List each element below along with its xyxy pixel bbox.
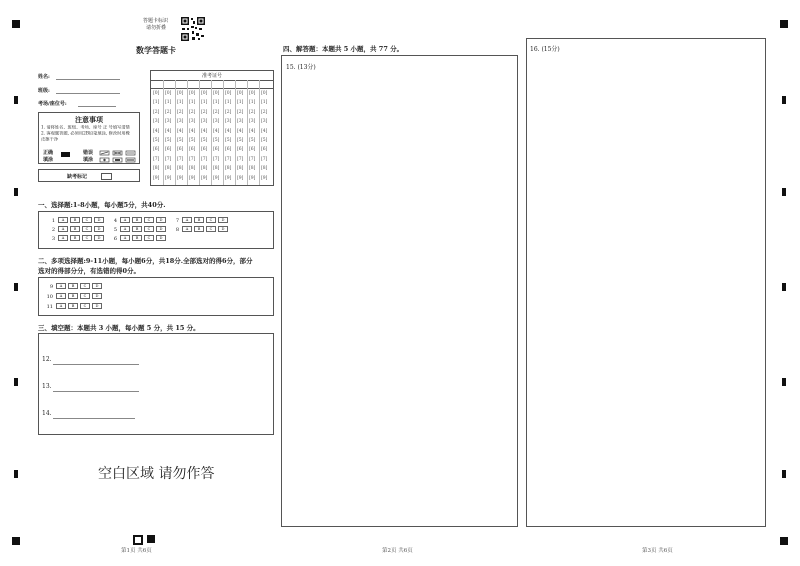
exam-digit-bubble[interactable]: [2] xyxy=(213,109,220,115)
fill-q13-field[interactable] xyxy=(53,391,139,392)
exam-digit-bubble[interactable]: [3] xyxy=(201,119,208,125)
exam-digit-bubble[interactable]: [1] xyxy=(153,100,160,106)
exam-digit-bubble[interactable]: [5] xyxy=(177,138,184,143)
qr-caption-1: 答题卡标识 xyxy=(143,18,169,24)
option-bubble[interactable]: A xyxy=(182,217,192,223)
question-number: 9 xyxy=(49,283,53,290)
exam-digit-bubble[interactable]: [9] xyxy=(261,175,268,181)
option-bubble[interactable]: D xyxy=(92,293,102,299)
corner-mark-bottom-left xyxy=(12,537,20,545)
side-mark-3 xyxy=(14,283,18,291)
exam-digit-bubble[interactable]: [7] xyxy=(177,156,184,162)
side-mark-5 xyxy=(14,470,18,478)
exam-digit-bubble[interactable]: [5] xyxy=(237,138,244,143)
option-bubble[interactable]: A xyxy=(56,303,66,309)
seat-field[interactable] xyxy=(78,106,116,107)
side-mark-r3 xyxy=(782,283,786,291)
option-bubble[interactable]: C xyxy=(80,303,90,309)
exam-digit-bubble[interactable]: [8] xyxy=(225,166,232,172)
fill-q14-field[interactable] xyxy=(53,418,135,419)
option-bubble[interactable]: B xyxy=(194,217,204,223)
question-number: 6 xyxy=(113,235,117,242)
answer-box-q15[interactable] xyxy=(281,55,518,527)
exam-digit-bubble[interactable]: [4] xyxy=(261,128,268,134)
exam-digit-bubble[interactable]: [0] xyxy=(261,91,268,96)
option-bubble[interactable]: D xyxy=(94,217,104,223)
exam-digit-bubble[interactable]: [9] xyxy=(201,175,208,181)
section2-title-line1: 二、多项选择题:9-11小题，每小题6分，共18分.全部选对的得6分，部分 xyxy=(38,257,253,265)
absent-checkbox[interactable] xyxy=(101,173,112,180)
exam-digit-bubble[interactable]: [6] xyxy=(189,147,196,153)
exam-digit-bubble[interactable]: [4] xyxy=(249,128,256,134)
q15-label: 15. (13分) xyxy=(286,64,316,71)
exam-digit-bubble[interactable]: [2] xyxy=(201,109,208,115)
option-bubble[interactable]: A xyxy=(56,283,66,289)
grid-divider xyxy=(199,80,200,185)
option-bubble[interactable]: D xyxy=(92,283,102,289)
exam-digit-bubble[interactable]: [4] xyxy=(153,128,160,134)
exam-digit-bubble[interactable]: [2] xyxy=(177,109,184,115)
class-label: 班级: xyxy=(38,88,50,94)
exam-digit-bubble[interactable]: [9] xyxy=(237,175,244,181)
footer-page-1: 第1页 共6页 xyxy=(121,548,152,554)
option-bubble[interactable]: B xyxy=(70,226,80,232)
notice-line-2: 2. 客观题答题, 必须用2B铅笔填涂, 修改时用橡 xyxy=(41,130,130,136)
option-bubble[interactable]: A xyxy=(182,226,192,232)
exam-digit-bubble[interactable]: [2] xyxy=(153,109,160,115)
exam-digit-bubble[interactable]: [4] xyxy=(237,128,244,134)
option-bubble[interactable]: A xyxy=(58,217,68,223)
question-number: 8 xyxy=(175,226,179,233)
option-bubble[interactable]: A xyxy=(58,226,68,232)
question-number: 7 xyxy=(175,217,179,224)
section3-box xyxy=(38,333,274,435)
exam-digit-bubble[interactable]: [6] xyxy=(201,147,208,153)
question-number: 10 xyxy=(46,293,53,300)
footer-page-2: 第2页 共6页 xyxy=(382,548,413,554)
option-bubble[interactable]: A xyxy=(120,235,130,241)
choice-question-row xyxy=(45,226,106,233)
name-label: 姓名: xyxy=(38,74,50,80)
choice-question-row xyxy=(169,226,230,233)
option-bubble[interactable]: C xyxy=(206,217,216,223)
exam-digit-bubble[interactable]: [3] xyxy=(165,119,172,125)
exam-digit-bubble[interactable]: [1] xyxy=(165,100,172,106)
section3-title: 三、填空题：本题共 3 小题，每小题 5 分，共 15 分。 xyxy=(38,324,200,332)
exam-digit-bubble[interactable]: [5] xyxy=(213,138,220,143)
exam-digit-bubble[interactable]: [3] xyxy=(153,119,160,125)
exam-digit-bubble[interactable]: [5] xyxy=(225,138,232,143)
absent-label: 缺考标记 xyxy=(67,174,88,180)
exam-digit-bubble[interactable]: [6] xyxy=(153,147,160,153)
exam-digit-bubble[interactable]: [9] xyxy=(249,175,256,181)
notice-box xyxy=(38,112,140,164)
option-bubble[interactable]: B xyxy=(68,283,78,289)
notice-line-1: 1. 请将姓名、班级、考场、座号 正 号填写清楚 xyxy=(41,124,130,130)
option-bubble[interactable]: B xyxy=(68,303,78,309)
exam-digit-bubble[interactable]: [3] xyxy=(261,119,268,125)
exam-digit-bubble[interactable]: [8] xyxy=(261,166,268,172)
exam-digit-bubble[interactable]: [1] xyxy=(237,100,244,106)
option-bubble[interactable]: C xyxy=(80,283,90,289)
section2-box xyxy=(38,277,274,316)
option-bubble[interactable]: B xyxy=(132,235,142,241)
exam-digit-bubble[interactable]: [1] xyxy=(177,100,184,106)
option-bubble[interactable]: B xyxy=(70,217,80,223)
exam-number-header: 准考证号 xyxy=(201,73,222,79)
q16-label: 16. (15分) xyxy=(530,46,560,53)
exam-digit-bubble[interactable]: [0] xyxy=(177,91,184,96)
bottom-hollow-mark xyxy=(133,535,143,545)
grid-divider xyxy=(175,80,176,185)
choice-question-row xyxy=(43,303,104,310)
notice-title: 注意事项 xyxy=(75,115,103,124)
exam-digit-bubble[interactable]: [7] xyxy=(189,156,196,162)
wrong-fill-label: 错误 xyxy=(83,150,94,156)
exam-digit-bubble[interactable]: [4] xyxy=(201,128,208,134)
option-bubble[interactable]: B xyxy=(68,293,78,299)
exam-digit-bubble[interactable]: [1] xyxy=(201,100,208,106)
grid-divider xyxy=(259,80,260,185)
option-bubble[interactable]: D xyxy=(92,303,102,309)
wrong-fill-samples xyxy=(99,149,139,163)
fill-q12-number: 12. xyxy=(42,356,52,363)
class-field[interactable] xyxy=(56,93,120,94)
exam-digit-bubble[interactable]: [9] xyxy=(189,175,196,181)
correct-fill-label: 正确 xyxy=(43,150,54,156)
section2-title-line2: 选对的得部分分，有选错的得0分。 xyxy=(38,267,141,275)
choice-question-row xyxy=(169,217,230,224)
side-mark-r1 xyxy=(782,96,786,104)
exam-digit-bubble[interactable]: [5] xyxy=(261,138,268,143)
qr-code-icon xyxy=(180,16,206,42)
exam-digit-bubble[interactable]: [0] xyxy=(201,91,208,96)
exam-digit-bubble[interactable]: [3] xyxy=(237,119,244,125)
exam-digit-bubble[interactable]: [2] xyxy=(165,109,172,115)
exam-digit-bubble[interactable]: [8] xyxy=(165,166,172,172)
exam-digit-bubble[interactable]: [2] xyxy=(237,109,244,115)
exam-digit-bubble[interactable]: [1] xyxy=(261,100,268,106)
exam-digit-bubble[interactable]: [4] xyxy=(213,128,220,134)
exam-digit-bubble[interactable]: [7] xyxy=(261,156,268,162)
page-title: 数学答题卡 xyxy=(136,45,176,55)
exam-digit-bubble[interactable]: [4] xyxy=(225,128,232,134)
exam-digit-bubble[interactable]: [6] xyxy=(261,147,268,153)
option-bubble[interactable]: D xyxy=(94,235,104,241)
choice-question-row xyxy=(43,293,104,300)
option-bubble[interactable]: D xyxy=(218,217,228,223)
question-number: 3 xyxy=(51,235,55,242)
qr-caption-2: 请勿折叠 xyxy=(146,25,167,31)
exam-digit-bubble[interactable]: [1] xyxy=(249,100,256,106)
option-bubble[interactable]: A xyxy=(56,293,66,299)
option-bubble[interactable]: D xyxy=(156,226,166,232)
exam-digit-bubble[interactable]: [6] xyxy=(237,147,244,153)
option-bubble[interactable]: A xyxy=(58,235,68,241)
exam-digit-bubble[interactable]: [2] xyxy=(249,109,256,115)
grid-divider xyxy=(235,80,236,185)
notice-line-3: 皮擦干净 xyxy=(41,136,59,142)
exam-digit-bubble[interactable]: [1] xyxy=(189,100,196,106)
exam-digit-bubble[interactable]: [3] xyxy=(213,119,220,125)
corner-mark-top-left xyxy=(12,20,20,28)
exam-digit-bubble[interactable]: [7] xyxy=(153,156,160,162)
exam-digit-bubble[interactable]: [3] xyxy=(249,119,256,125)
exam-digit-bubble[interactable]: [0] xyxy=(237,91,244,96)
side-mark-2 xyxy=(14,188,18,196)
option-bubble[interactable]: A xyxy=(120,217,130,223)
section4-title: 四、解答题：本题共 5 小题，共 77 分。 xyxy=(283,45,404,53)
exam-digit-bubble[interactable]: [0] xyxy=(165,91,172,96)
exam-digit-bubble[interactable]: [7] xyxy=(237,156,244,162)
exam-digit-bubble[interactable]: [7] xyxy=(249,156,256,162)
exam-digit-bubble[interactable]: [8] xyxy=(177,166,184,172)
question-number: 2 xyxy=(51,226,55,233)
exam-digit-bubble[interactable]: [9] xyxy=(177,175,184,181)
exam-digit-bubble[interactable]: [3] xyxy=(225,119,232,125)
option-bubble[interactable]: D xyxy=(94,226,104,232)
side-mark-r4 xyxy=(782,378,786,386)
exam-digit-bubble[interactable]: [9] xyxy=(153,175,160,181)
option-bubble[interactable]: C xyxy=(82,217,92,223)
exam-digit-bubble[interactable]: [6] xyxy=(177,147,184,153)
blank-area-notice: 空白区域 请勿作答 xyxy=(98,466,215,482)
side-mark-1 xyxy=(14,96,18,104)
choice-question-row xyxy=(45,235,106,242)
fill-q12-field[interactable] xyxy=(53,364,139,365)
bottom-solid-mark xyxy=(147,535,155,543)
exam-digit-bubble[interactable]: [4] xyxy=(189,128,196,134)
exam-digit-bubble[interactable]: [7] xyxy=(213,156,220,162)
choice-question-row xyxy=(107,217,168,224)
exam-digit-bubble[interactable]: [7] xyxy=(165,156,172,162)
question-number: 5 xyxy=(113,226,117,233)
exam-digit-bubble[interactable]: [2] xyxy=(189,109,196,115)
exam-digit-bubble[interactable]: [1] xyxy=(225,100,232,106)
exam-digit-bubble[interactable]: [8] xyxy=(201,166,208,172)
exam-digit-bubble[interactable]: [2] xyxy=(225,109,232,115)
exam-digit-bubble[interactable]: [5] xyxy=(189,138,196,143)
option-bubble[interactable]: C xyxy=(144,226,154,232)
exam-digit-bubble[interactable]: [0] xyxy=(213,91,220,96)
exam-digit-bubble[interactable]: [3] xyxy=(189,119,196,125)
grid-divider xyxy=(187,80,188,185)
question-number: 1 xyxy=(51,217,55,224)
exam-digit-bubble[interactable]: [6] xyxy=(225,147,232,153)
exam-digit-bubble[interactable]: [8] xyxy=(237,166,244,172)
exam-digit-bubble[interactable]: [4] xyxy=(177,128,184,134)
exam-digit-bubble[interactable]: [6] xyxy=(165,147,172,153)
exam-digit-bubble[interactable]: [6] xyxy=(249,147,256,153)
exam-digit-bubble[interactable]: [6] xyxy=(213,147,220,153)
side-mark-r2 xyxy=(782,188,786,196)
option-bubble[interactable]: D xyxy=(156,235,166,241)
grid-divider xyxy=(223,80,224,185)
exam-digit-bubble[interactable]: [5] xyxy=(201,138,208,143)
grid-divider xyxy=(247,80,248,185)
exam-digit-bubble[interactable]: [0] xyxy=(189,91,196,96)
exam-digit-bubble[interactable]: [7] xyxy=(201,156,208,162)
exam-digit-bubble[interactable]: [8] xyxy=(153,166,160,172)
exam-digit-bubble[interactable]: [0] xyxy=(225,91,232,96)
name-field[interactable] xyxy=(56,79,120,80)
option-bubble[interactable]: A xyxy=(120,226,130,232)
choice-question-row xyxy=(43,283,104,290)
option-bubble[interactable]: D xyxy=(156,217,166,223)
exam-digit-bubble[interactable]: [5] xyxy=(153,138,160,143)
option-bubble[interactable]: B xyxy=(70,235,80,241)
choice-question-row xyxy=(45,217,106,224)
question-number: 11 xyxy=(46,303,53,310)
absent-box xyxy=(38,169,140,182)
wrong-fill-label-2: 填涂 xyxy=(83,157,94,163)
side-mark-4 xyxy=(14,378,18,386)
exam-digit-bubble[interactable]: [8] xyxy=(249,166,256,172)
footer-page-3: 第3页 共6页 xyxy=(642,548,673,554)
answer-box-q16[interactable] xyxy=(526,38,766,527)
fill-q14-number: 14. xyxy=(42,410,52,417)
option-bubble[interactable]: B xyxy=(132,226,142,232)
option-bubble[interactable]: C xyxy=(82,235,92,241)
exam-digit-bubble[interactable]: [0] xyxy=(249,91,256,96)
correct-fill-sample xyxy=(61,152,70,157)
exam-digit-bubble[interactable]: [1] xyxy=(213,100,220,106)
exam-digit-bubble[interactable]: [5] xyxy=(165,138,172,143)
seat-label: 考场/座位号: xyxy=(38,101,67,107)
section1-title: 一、选择题:1-8小题，每小题5分，共40分. xyxy=(38,201,166,209)
exam-digit-bubble[interactable]: [9] xyxy=(213,175,220,181)
option-bubble[interactable]: C xyxy=(144,217,154,223)
exam-digit-bubble[interactable]: [7] xyxy=(225,156,232,162)
exam-digit-bubble[interactable]: [8] xyxy=(189,166,196,172)
grid-divider xyxy=(211,80,212,185)
option-bubble[interactable]: C xyxy=(144,235,154,241)
option-bubble[interactable]: B xyxy=(194,226,204,232)
exam-digit-bubble[interactable]: [2] xyxy=(261,109,268,115)
side-mark-r5 xyxy=(782,470,786,478)
exam-digit-bubble[interactable]: [9] xyxy=(165,175,172,181)
option-bubble[interactable]: B xyxy=(132,217,142,223)
choice-question-row xyxy=(107,226,168,233)
question-number: 4 xyxy=(113,217,117,224)
exam-digit-bubble[interactable]: [8] xyxy=(213,166,220,172)
grid-divider xyxy=(163,80,164,185)
section1-box xyxy=(38,211,274,249)
exam-digit-bubble[interactable]: [4] xyxy=(165,128,172,134)
exam-number-grid xyxy=(150,70,274,186)
option-bubble[interactable]: D xyxy=(218,226,228,232)
exam-digit-bubble[interactable]: [5] xyxy=(249,138,256,143)
option-bubble[interactable]: C xyxy=(206,226,216,232)
corner-mark-bottom-right xyxy=(780,537,788,545)
fill-q13-number: 13. xyxy=(42,383,52,390)
option-bubble[interactable]: C xyxy=(80,293,90,299)
choice-question-row xyxy=(107,235,168,242)
option-bubble[interactable]: C xyxy=(82,226,92,232)
exam-digit-bubble[interactable]: [3] xyxy=(177,119,184,125)
corner-mark-top-right xyxy=(780,20,788,28)
exam-digit-bubble[interactable]: [0] xyxy=(153,91,160,96)
exam-digit-bubble[interactable]: [9] xyxy=(225,175,232,181)
correct-fill-label-2: 填涂 xyxy=(43,157,54,163)
